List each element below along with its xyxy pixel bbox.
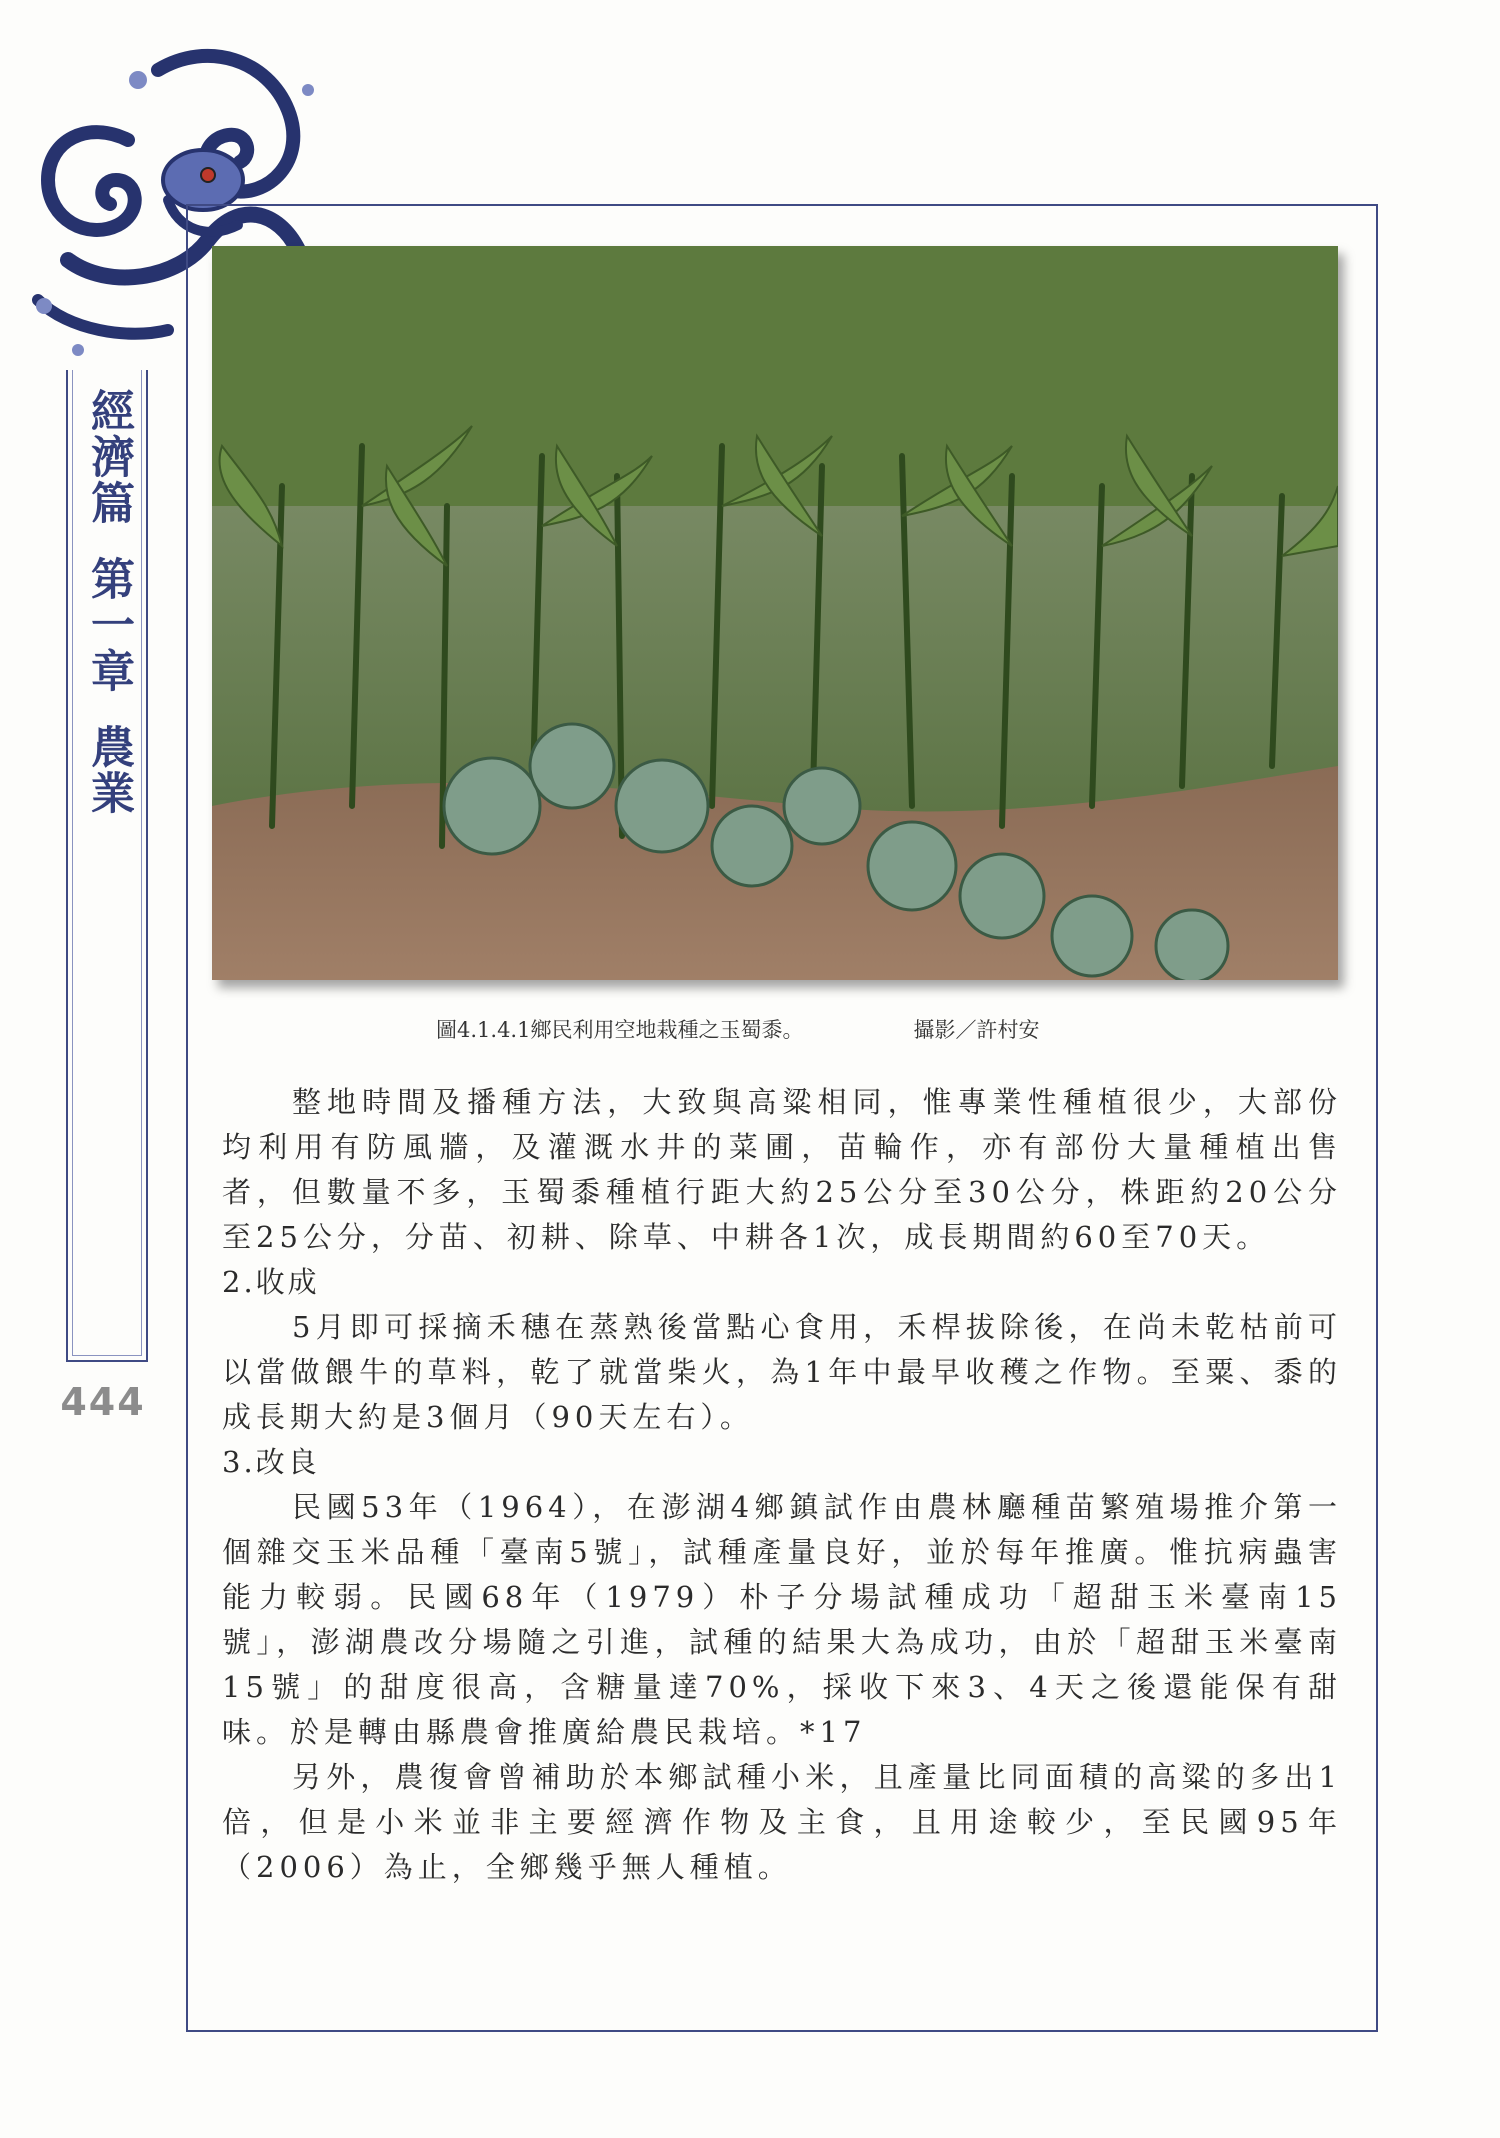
page-number: 444	[60, 1380, 146, 1424]
corn-field-photo	[212, 246, 1338, 980]
article-body	[222, 1080, 1342, 1890]
paragraph-planting: 整地時間及播種方法，大致與高粱相同，惟專業性種植很少，大部份均利用有防風牆，及灌溉水井的菜圃，苗輪作，亦有部份大量種植出售者，但數量不多，玉蜀黍種植行距大約25公分至30公分，株距約20公分至25公分，分苗、初耕、除草、中耕各1次，成長期間約60至70天。	[222, 1085, 1342, 1254]
caption-text: 圖4.1.4.1鄉民利用空地栽種之玉蜀黍。	[436, 1018, 804, 1042]
section-title: 經濟篇	[83, 388, 134, 526]
heading-harvest: 2.收成	[222, 1265, 320, 1299]
heading-improvement: 3.改良	[222, 1445, 320, 1479]
figure-caption	[436, 1014, 1039, 1044]
paragraph-improvement: 民國53年（1964），在澎湖4鄉鎮試作由農林廳種苗繁殖場推介第一個雜交玉米品種「臺南5號」，試種產量良好，並於每年推廣。惟抗病蟲害能力較弱。民國68年（1979）朴子分場試種成功「超甜玉米臺南15號」，澎湖農改分場隨之引進，試種的結果大為成功，由於「超甜玉米臺南15號」的甜度很高，含糖量達70%，採收下來3、4天之後還能保有甜味。於是轉由縣農會推廣給農民栽培。*17	[222, 1490, 1342, 1749]
chapter-title: 第一章	[83, 556, 134, 694]
side-chapter-title	[78, 388, 138, 816]
paragraph-millet: 另外，農復會曾補助於本鄉試種小米，且產量比同面積的高粱的多出1倍，但是小米並非主要經濟作物及主食，且用途較少，至民國95年（2006）為止，全鄉幾乎無人種植。	[222, 1760, 1342, 1884]
paragraph-harvest: 5月即可採摘禾穗在蒸熟後當點心食用，禾桿拔除後，在尚未乾枯前可以當做餵牛的草料，乾了就當柴火，為1年中最早收穫之作物。至粟、黍的成長期大約是3個月（90天左右）。	[222, 1310, 1342, 1434]
photo-credit: 攝影／許村安	[913, 1018, 1040, 1042]
topic-title: 農業	[83, 724, 134, 816]
